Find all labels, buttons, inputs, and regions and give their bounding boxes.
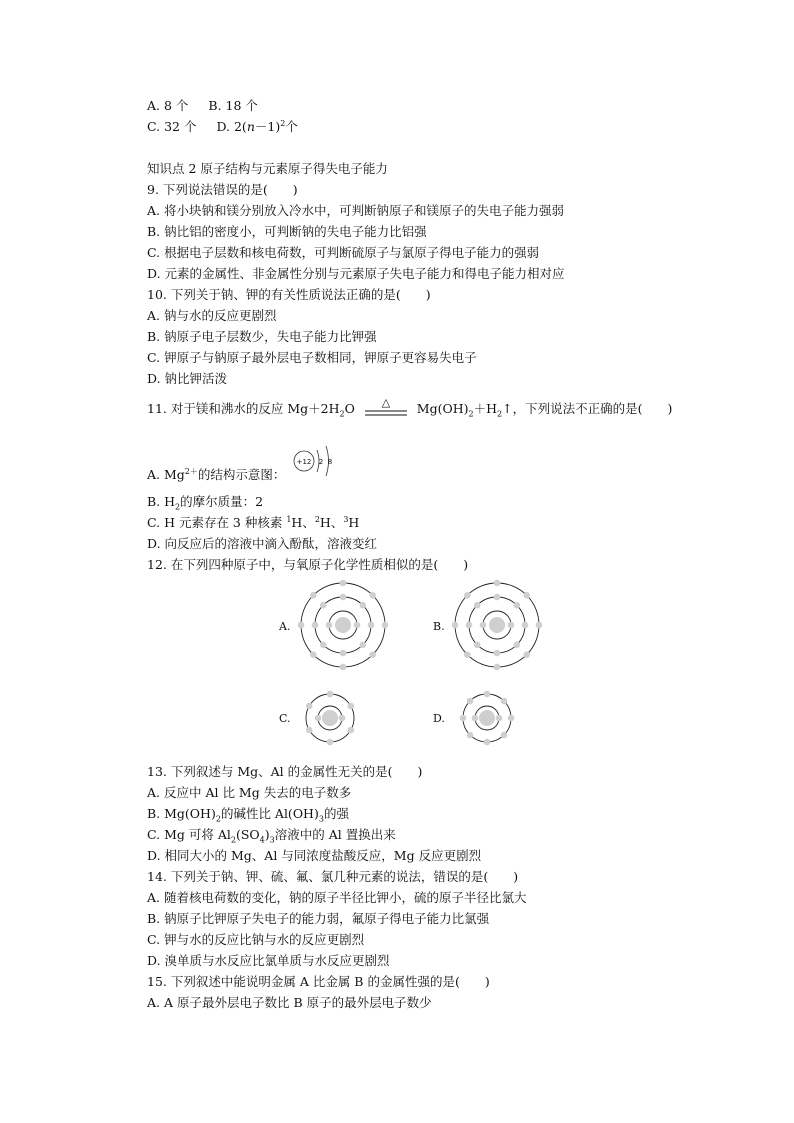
electron-dot (480, 622, 487, 629)
q13-option-b: B. $Mg(OH)_2$的碱性比 $Al(OH)_3$的强 (147, 806, 349, 824)
electron-dot (501, 698, 508, 705)
q10-stem: 10. 下列关于钠、钾的有关性质说法正确的是( ) (147, 287, 431, 302)
electron-dot (312, 622, 319, 629)
q15-stem: 15. 下列叙述中能说明金属 A 比金属 B 的金属性强的是( ) (147, 974, 490, 989)
atom-nucleus (479, 710, 495, 726)
electron-dot (340, 594, 347, 601)
q10-option-a: A. 钠与水的反应更剧烈 (147, 308, 277, 323)
electron-dot (306, 703, 313, 710)
electron-dot (310, 651, 317, 658)
atom-nucleus (489, 617, 505, 633)
electron-dot (348, 727, 355, 734)
electron-dot (348, 703, 355, 710)
shell-2-count: 8 (327, 458, 333, 466)
electron-dot (467, 732, 474, 739)
q10-option-b: B. 钠原子电子层数少，失电子能力比钾强 (147, 329, 377, 344)
shell-1-count: 2 (318, 458, 324, 466)
electron-dot (327, 691, 334, 698)
electron-dot (496, 715, 503, 722)
atom-nucleus (335, 617, 351, 633)
atom-diagram-c (306, 691, 354, 746)
atom-nucleus (322, 710, 338, 726)
q11-option-c: C. H 元素存在 3 种核素 $^1$H、$^2$H、$^3$H (147, 514, 360, 530)
q12-label-c: C. (279, 712, 291, 725)
electron-dot (508, 715, 515, 722)
electron-dot (523, 651, 530, 658)
electron-dot (360, 602, 367, 609)
q8-option-a: A. 8 个 (147, 98, 189, 113)
electron-dot (536, 622, 543, 629)
electron-dot (508, 622, 515, 629)
electron-dot (501, 732, 508, 739)
electron-dot (310, 592, 317, 599)
electron-dot (474, 642, 481, 649)
electron-dot (484, 691, 491, 698)
electron-dot (298, 622, 305, 629)
electron-dot (523, 592, 530, 599)
q15-option-a: A. A 原子最外层电子数比 B 原子的最外层电子数少 (147, 995, 432, 1010)
q13-option-a: A. 反应中 Al 比 Mg 失去的电子数多 (147, 785, 352, 800)
q14-option-c: C. 钾与水的反应比钠与水的反应更剧烈 (147, 932, 365, 947)
q11-option-a: A. $Mg^{2+}$的结构示意图： (147, 466, 286, 482)
q11-option-d: D. 向反应后的溶液中滴入酚酞，溶液变红 (147, 536, 378, 551)
q8-option-c: C. 32 个 (147, 119, 197, 134)
q11-stem: 11. 对于镁和沸水的反应 $Mg+2H_2O$ △ $Mg(OH)_2+H_2↑$，下列说法不正确的是( ) (147, 396, 673, 419)
electron-dot (340, 664, 347, 671)
electron-dot (466, 622, 473, 629)
q10-option-d: D. 钠比钾活泼 (147, 371, 228, 386)
electron-dot (474, 602, 481, 609)
electron-dot (460, 715, 467, 722)
electron-dot (452, 622, 459, 629)
q14-option-a: A. 随着核电荷数的变化，钠的原子半径比钾小，硫的原子半径比氯大 (147, 890, 527, 905)
q12-label-d: D. (433, 712, 445, 725)
atom-diagram-d (460, 691, 515, 746)
q11-option-b: B. $H_2$的摩尔质量：2 (147, 494, 264, 512)
q13-option-c: C. Mg 可将 $Al_2(SO_4)_3$溶液中的 Al 置换出来 (147, 827, 396, 845)
q13-stem: 13. 下列叙述与 Mg、Al 的金属性无关的是( ) (147, 764, 423, 779)
electron-dot (306, 727, 313, 734)
q12-label-b: B. (433, 620, 445, 633)
q10-option-c: C. 钾原子与钠原子最外层电子数相同，钾原子更容易失电子 (147, 350, 477, 365)
electron-dot (340, 580, 347, 587)
electron-dot (360, 642, 367, 649)
q13-option-d: D. 相同大小的 Mg、Al 与同浓度盐酸反应，Mg 反应更剧烈 (147, 848, 482, 863)
electron-dot (369, 592, 376, 599)
q9-option-a: A. 将小块钠和镁分别放入冷水中，可判断钠原子和镁原子的失电子能力强弱 (147, 203, 564, 218)
electron-dot (494, 664, 501, 671)
section-title: 知识点 2 原子结构与元素原子得失电子能力 (147, 161, 388, 176)
electron-dot (315, 715, 322, 722)
q14-stem: 14. 下列关于钠、钾、硫、氟、氯几种元素的说法，错误的是( ) (147, 869, 519, 884)
electron-dot (339, 715, 346, 722)
electron-dot (369, 651, 376, 658)
electron-dot (494, 594, 501, 601)
electron-dot (382, 622, 389, 629)
atom-diagram-b (452, 580, 543, 671)
q14-option-d: D. 溴单质与水反应比氯单质与水反应更剧烈 (147, 953, 390, 968)
electron-dot (494, 650, 501, 657)
q8-option-b: B. 18 个 (208, 98, 258, 113)
electron-dot (467, 698, 474, 705)
electron-dot (368, 622, 375, 629)
electron-dot (464, 592, 471, 599)
q8-option-d: D. $2(n-1)^2$个 (216, 118, 298, 134)
atom-diagram-a (298, 580, 389, 671)
heat-symbol: △ (381, 396, 391, 409)
electron-dot (326, 622, 333, 629)
q9-option-d: D. 元素的金属性、非金属性分别与元素原子失电子能力和得电子能力相对应 (147, 266, 565, 281)
electron-dot (327, 739, 334, 746)
q9-option-b: B. 钠比铝的密度小，可判断钠的失电子能力比铝强 (147, 224, 427, 239)
q14-option-b: B. 钠原子比钾原子失电子的能力弱，氟原子得电子能力比氯强 (147, 911, 490, 926)
electron-dot (340, 650, 347, 657)
q12-stem: 12. 在下列四种原子中，与氧原子化学性质相似的是( ) (147, 557, 469, 572)
electron-dot (514, 642, 521, 649)
electron-dot (522, 622, 529, 629)
q9-option-c: C. 根据电子层数和核电荷数，可判断硫原子与氯原子得电子能力的强弱 (147, 245, 540, 260)
electron-dot (464, 651, 471, 658)
electron-dot (320, 602, 327, 609)
electron-dot (354, 622, 361, 629)
electron-dot (320, 642, 327, 649)
electron-dot (514, 602, 521, 609)
nucleus-charge: +12 (296, 458, 312, 466)
q9-stem: 9. 下列说法错误的是( ) (147, 182, 298, 197)
electron-dot (484, 739, 491, 746)
q12-label-a: A. (279, 620, 291, 633)
electron-dot (494, 580, 501, 587)
electron-dot (472, 715, 479, 722)
